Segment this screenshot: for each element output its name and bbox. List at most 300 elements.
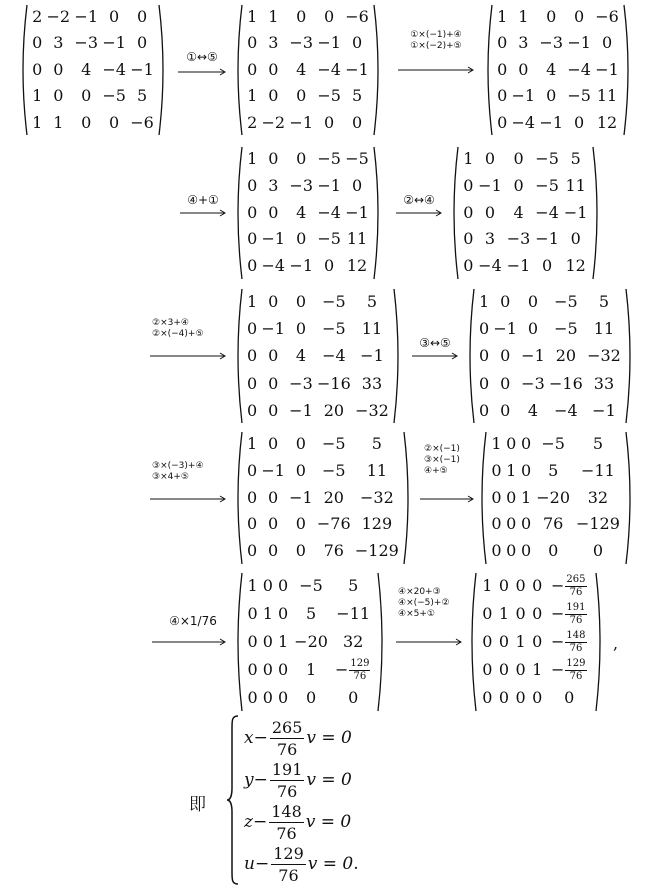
matrix-cell: 0 <box>506 434 517 453</box>
matrix-cell: −1 <box>289 487 313 507</box>
matrix-cell: 1 <box>32 86 43 106</box>
m10-right-paren <box>594 572 606 712</box>
matrix-cell: 5 <box>598 292 610 311</box>
matrix-cell: 0 <box>532 688 543 707</box>
matrix-cell: −4 <box>261 256 286 276</box>
matrix-cell: 1 <box>247 149 258 168</box>
matrix-cell: 1 <box>247 434 258 453</box>
matrix-cell: 20 <box>323 487 344 507</box>
matrix-row <box>245 110 371 136</box>
matrix-cell: 5 <box>136 86 148 106</box>
m10-r1c4-den: 76 <box>569 615 583 626</box>
matrix-cell: 0 <box>520 434 532 453</box>
m3-left-paren <box>232 146 244 280</box>
matrix-cell: 0 <box>498 688 510 707</box>
matrix-row <box>489 511 623 538</box>
matrix-row <box>461 200 590 227</box>
matrix-cell: 5 <box>592 434 604 453</box>
arrow-line <box>180 210 225 216</box>
matrix-cell: 1 <box>532 660 543 679</box>
matrix-cell: −1 <box>535 229 559 249</box>
m1-right-paren <box>372 4 384 136</box>
m8-right-paren <box>624 431 636 565</box>
matrix-cell: 0 <box>542 256 553 276</box>
matrix-cell: 11 <box>593 319 615 339</box>
matrix-cell: 0 <box>262 632 273 651</box>
matrix-cell: 0 <box>295 514 306 534</box>
matrix-cell: 0 <box>247 202 258 222</box>
matrix-row <box>245 600 375 628</box>
matrix-cell: 0 <box>515 576 526 595</box>
m10-r0c4-num: 265 <box>566 574 586 585</box>
m10-r2c4-num: 148 <box>566 630 586 641</box>
m6-right-paren <box>624 288 636 424</box>
eq-4-den: 76 <box>278 865 299 885</box>
matrix-cell: 1 <box>491 434 502 453</box>
matrix-cell: 0 <box>527 319 539 339</box>
matrix-row <box>479 684 593 712</box>
matrix-cell: 1 <box>268 7 279 26</box>
op-8-line-1: ③×(−1) <box>424 455 460 465</box>
matrix-cell: 0 <box>351 33 363 53</box>
matrix-cell: 0 <box>295 541 306 561</box>
matrix-cell: 0 <box>506 541 517 561</box>
eq-2-tail: v = 0 <box>306 770 352 790</box>
matrix-cell: 0 <box>497 86 508 106</box>
matrix-cell <box>546 572 594 600</box>
matrix-cell: −5 <box>317 229 341 249</box>
matrix-cell: −3 <box>74 33 98 53</box>
m6-left-paren <box>464 288 476 424</box>
matrix-cell: −5 <box>554 319 578 339</box>
matrix-cell: −1 <box>261 229 286 249</box>
arrow-10 <box>396 638 462 646</box>
op-4-line-0: ②↔④ <box>403 193 435 207</box>
matrix-cell: 0 <box>546 7 557 26</box>
matrix-cell: −4 <box>554 400 578 420</box>
matrix-cell: 0 <box>305 688 317 707</box>
matrix-cell: 4 <box>513 202 524 222</box>
eq-2-var: y <box>244 770 254 790</box>
matrix-cell: −1 <box>563 202 588 222</box>
m9-left-paren <box>232 572 244 712</box>
matrix-cell: −6 <box>345 7 369 26</box>
matrix-cell: 0 <box>268 400 279 420</box>
matrix-cell: −1 <box>493 319 517 339</box>
matrix-row <box>30 4 156 30</box>
op-5-line-1: ②×(−4)+⑤ <box>152 329 204 339</box>
matrix-row <box>245 200 371 227</box>
matrix-row <box>245 83 371 109</box>
operation-3 <box>178 193 228 207</box>
matrix-6 <box>464 288 636 424</box>
matrix-cell: 1 <box>247 7 258 26</box>
matrix-cell: 0 <box>278 688 289 707</box>
matrix-cell: −3 <box>289 373 313 393</box>
m3-body <box>245 146 371 280</box>
matrix-cell: −129 <box>354 541 399 561</box>
m5-body <box>245 288 391 424</box>
matrix-cell: 0 <box>247 660 258 679</box>
matrix-cell: 0 <box>262 576 273 595</box>
matrix-cell: 0 <box>515 688 526 707</box>
matrix-cell: 1 <box>482 576 493 595</box>
matrix-row <box>495 30 621 56</box>
m10-r0c4-fraction <box>565 575 586 598</box>
m10-r1c4-sign: − <box>551 604 565 623</box>
matrix-cell: 5 <box>570 149 581 168</box>
eq-4-var: u <box>244 854 255 874</box>
matrix-2 <box>482 4 634 136</box>
matrix-row <box>245 485 401 512</box>
matrix-cell: 0 <box>109 112 120 132</box>
matrix-row <box>245 288 391 315</box>
arrow-4 <box>396 209 442 217</box>
matrix-cell: −2 <box>46 7 71 26</box>
m10-left-paren <box>466 572 478 712</box>
matrix-cell: 1 <box>506 460 517 480</box>
matrix-row <box>477 342 623 369</box>
op-7-line-0: ③×(−3)+④ <box>152 461 204 471</box>
matrix-cell: 0 <box>247 487 258 507</box>
matrix-row <box>245 315 391 342</box>
matrix-cell: −20 <box>536 487 571 507</box>
matrix-cell: 0 <box>500 400 511 420</box>
matrix-cell: 0 <box>247 688 258 707</box>
matrix-cell: 4 <box>296 202 307 222</box>
arrow-line <box>150 496 225 502</box>
matrix-cell: 0 <box>482 688 493 707</box>
matrix-cell: 0 <box>296 229 307 249</box>
m7-body <box>245 431 401 565</box>
matrix-cell: 0 <box>520 514 532 534</box>
m10-r3c4-sign: − <box>551 660 565 679</box>
matrix-cell <box>546 628 594 656</box>
matrix-8 <box>476 431 636 565</box>
matrix-cell: −4 <box>511 112 536 132</box>
m0-body <box>30 4 156 136</box>
matrix-cell: 0 <box>295 319 307 339</box>
matrix-row <box>30 83 156 109</box>
arrow-9 <box>152 638 226 646</box>
eq-2-den: 76 <box>276 781 298 801</box>
matrix-5 <box>232 288 404 424</box>
op-2-line-0: ①×(−1)+④ <box>410 30 462 40</box>
matrix-cell: 0 <box>546 86 557 106</box>
m10-r1c4-num: 191 <box>566 602 586 613</box>
matrix-row <box>245 146 371 173</box>
matrix-cell: −16 <box>317 373 351 393</box>
matrix-cell: −1 <box>289 112 313 132</box>
operation-8 <box>420 444 476 477</box>
arrow-2 <box>398 66 474 74</box>
matrix-row <box>245 173 371 200</box>
eq-1-den: 76 <box>276 739 298 759</box>
arrow-6 <box>412 352 458 360</box>
m4-body <box>461 146 590 280</box>
matrix-row <box>245 538 401 565</box>
arrow-1 <box>178 68 226 76</box>
matrix-cell: 0 <box>247 33 258 53</box>
matrix-row <box>245 342 391 369</box>
matrix-cell: 0 <box>32 59 43 79</box>
matrix-row <box>461 253 590 280</box>
matrix-cell: −5 <box>102 86 126 106</box>
matrix-cell: 0 <box>515 604 526 623</box>
m1-body <box>245 4 371 136</box>
matrix-cell: 0 <box>482 632 493 651</box>
matrix-cell: 1 <box>520 487 532 507</box>
m8-body <box>489 431 623 565</box>
equation-3 <box>244 800 351 844</box>
operation-6 <box>410 336 460 350</box>
m10-r2c4-sign: − <box>551 632 565 651</box>
matrix-4 <box>448 146 603 280</box>
matrix-cell: −4 <box>478 256 502 276</box>
matrix-cell: −5 <box>554 292 578 311</box>
matrix-cell: 0 <box>268 292 279 311</box>
matrix-cell: 1 <box>498 604 510 623</box>
matrix-cell: 0 <box>53 86 64 106</box>
m9-r3c4-den: 76 <box>353 671 367 682</box>
matrix-cell: 1 <box>497 7 508 26</box>
operation-2 <box>396 30 476 52</box>
matrix-cell: 0 <box>247 229 258 249</box>
matrix-cell: 0 <box>247 604 258 623</box>
matrix-cell: 0 <box>520 541 532 561</box>
eq-2-num: 191 <box>271 759 303 779</box>
matrix-cell: −1 <box>130 59 154 79</box>
matrix-cell: 1 <box>247 86 258 106</box>
system-brace <box>226 714 240 886</box>
matrix-cell: 0 <box>268 487 279 507</box>
matrix-cell: 0 <box>548 541 559 561</box>
matrix-cell: 0 <box>491 514 502 534</box>
matrix-cell: 0 <box>262 688 273 707</box>
matrix-cell: 0 <box>491 541 502 561</box>
m2-right-paren <box>622 4 634 136</box>
matrix-cell: 0 <box>247 175 258 195</box>
matrix-cell: −6 <box>130 112 154 132</box>
matrix-cell: −1 <box>592 400 616 420</box>
matrix-cell: −1 <box>289 400 313 420</box>
matrix-cell: −11 <box>581 460 615 480</box>
matrix-cell <box>546 656 594 684</box>
arrow-line <box>178 69 225 75</box>
matrix-cell: 2 <box>32 7 43 26</box>
matrix-cell: 0 <box>278 576 289 595</box>
matrix-row <box>479 572 593 600</box>
matrix-cell: 0 <box>324 256 335 276</box>
matrix-cell: 0 <box>247 373 258 393</box>
matrix-cell: −5 <box>299 576 323 595</box>
matrix-row <box>477 315 623 342</box>
eq-3-minus: − <box>252 812 268 832</box>
matrix-cell: −1 <box>74 7 98 26</box>
matrix-cell: −5 <box>321 460 346 480</box>
matrix-cell: 12 <box>565 256 586 276</box>
m10-body <box>479 572 593 712</box>
matrix-cell: −4 <box>535 202 559 222</box>
matrix-cell: 0 <box>498 632 510 651</box>
arrow-line <box>398 67 473 73</box>
matrix-cell: 0 <box>463 256 474 276</box>
m5-right-paren <box>392 288 404 424</box>
m4-left-paren <box>448 146 460 280</box>
matrix-cell: 0 <box>296 7 307 26</box>
matrix-row <box>245 253 371 280</box>
matrix-cell: −1 <box>102 33 126 53</box>
matrix-row <box>245 628 375 656</box>
matrix-row <box>245 572 375 600</box>
matrix-cell: 0 <box>497 59 508 79</box>
matrix-cell: 76 <box>542 514 564 534</box>
matrix-cell: −3 <box>539 33 563 53</box>
matrix-cell: 3 <box>518 33 529 53</box>
matrix-cell: −5 <box>317 149 341 168</box>
matrix-cell: −6 <box>595 7 619 26</box>
matrix-10 <box>466 572 606 712</box>
op-2-line-1: ①×(−2)+⑤ <box>410 41 462 51</box>
matrix-cell: 0 <box>268 373 279 393</box>
matrix-cell: 12 <box>596 112 618 132</box>
eq-4-fraction <box>271 844 306 885</box>
m10-r0c4-den: 76 <box>569 587 583 598</box>
matrix-cell: 0 <box>513 175 524 195</box>
eq-4-minus: − <box>254 854 270 874</box>
matrix-cell: −5 <box>345 149 369 168</box>
matrix-cell <box>331 656 375 684</box>
eq-1-minus: − <box>253 728 268 748</box>
matrix-cell: 0 <box>527 292 539 311</box>
matrix-cell: −1 <box>360 346 384 366</box>
eq-3-tail: v = 0 <box>305 812 352 832</box>
matrix-cell: −1 <box>345 59 369 79</box>
matrix-cell: 5 <box>305 604 317 623</box>
matrix-row <box>30 57 156 83</box>
matrix-cell: 1 <box>305 660 317 679</box>
matrix-cell: 0 <box>268 86 279 106</box>
matrix-cell: −1 <box>317 175 341 195</box>
arrow-line <box>420 496 473 502</box>
matrix-row <box>30 110 156 136</box>
matrix-0 <box>17 4 169 136</box>
matrix-cell: 0 <box>136 7 148 26</box>
matrix-cell: 1 <box>247 292 258 311</box>
matrix-cell: −5 <box>535 175 559 195</box>
matrix-cell: 4 <box>81 59 92 79</box>
matrix-cell: −4 <box>322 346 346 366</box>
matrix-cell: 0 <box>497 112 508 132</box>
matrix-cell: −5 <box>322 292 346 311</box>
matrix-cell: 4 <box>527 400 539 420</box>
matrix-cell: 0 <box>247 59 258 79</box>
m9-r3c4-fraction <box>349 659 370 682</box>
matrix-cell: 0 <box>247 541 258 561</box>
matrix-cell: 11 <box>361 319 383 339</box>
matrix-row <box>461 226 590 253</box>
matrix-cell: 5 <box>348 576 359 595</box>
matrix-cell: −11 <box>336 604 371 623</box>
matrix-row <box>245 656 375 684</box>
matrix-cell: 0 <box>497 33 508 53</box>
eq-4-tail: v = 0. <box>307 854 359 874</box>
equation-4 <box>244 842 359 886</box>
m8-left-paren <box>476 431 488 565</box>
operation-5 <box>144 318 228 340</box>
matrix-3 <box>232 146 384 280</box>
matrix-cell: 0 <box>324 7 335 26</box>
matrix-cell: 0 <box>247 514 258 534</box>
matrix-cell: 0 <box>136 33 148 53</box>
op-8-line-0: ②×(−1) <box>424 444 460 454</box>
matrix-cell: 1 <box>262 604 273 623</box>
m1-left-paren <box>232 4 244 136</box>
matrix-cell: 2 <box>247 112 258 132</box>
eq-3-num: 148 <box>271 801 302 821</box>
matrix-row <box>477 288 623 315</box>
matrix-cell: 1 <box>32 112 43 132</box>
matrix-cell: 1 <box>518 7 529 26</box>
matrix-cell: 33 <box>593 373 615 393</box>
eq-2-fraction <box>270 760 305 801</box>
op-5-line-0: ②×3+④ <box>152 318 189 328</box>
matrix-cell: 3 <box>268 33 279 53</box>
matrix-cell: 4 <box>295 346 307 366</box>
matrix-cell: 0 <box>518 59 529 79</box>
matrix-cell: −1 <box>289 256 313 276</box>
matrix-row <box>489 538 623 565</box>
matrix-cell: 0 <box>268 434 279 453</box>
matrix-cell: 0 <box>247 460 258 480</box>
matrix-row <box>495 83 621 109</box>
matrix-cell: 12 <box>346 256 368 276</box>
matrix-cell: 0 <box>81 86 92 106</box>
matrix-cell: 0 <box>532 576 543 595</box>
eq-3-var: z <box>244 812 253 832</box>
matrix-cell: 1 <box>278 632 289 651</box>
op-10-line-2: ④×5+① <box>398 609 435 619</box>
matrix-cell: 0 <box>506 514 517 534</box>
operation-7 <box>144 461 228 483</box>
matrix-cell: −5 <box>541 434 565 453</box>
op-8-line-2: ④+⑤ <box>424 466 448 476</box>
matrix-cell: 0 <box>247 632 258 651</box>
m9-r3c4-num: 129 <box>350 658 370 669</box>
matrix-cell: 0 <box>570 229 581 249</box>
arrow-7 <box>150 495 226 503</box>
matrix-cell: 0 <box>278 604 289 623</box>
matrix-cell: 0 <box>484 149 496 168</box>
arrow-line <box>396 210 441 216</box>
m9-r3c4-sign: − <box>334 660 349 679</box>
matrix-cell: 0 <box>491 487 502 507</box>
m3-right-paren <box>372 146 384 280</box>
matrix-row <box>489 458 623 485</box>
matrix-cell: −3 <box>506 229 531 249</box>
matrix-cell: 0 <box>574 112 585 132</box>
matrix-row <box>30 30 156 56</box>
matrix-cell: 0 <box>351 175 363 195</box>
matrix-cell: 0 <box>268 202 279 222</box>
matrix-cell: 0 <box>513 149 524 168</box>
matrix-cell: 5 <box>371 434 382 453</box>
matrix-row <box>495 4 621 30</box>
matrix-cell: −32 <box>355 400 389 420</box>
matrix-cell: 1 <box>479 292 490 311</box>
m7-left-paren <box>232 431 244 565</box>
m10-r1c4-fraction <box>565 603 586 626</box>
